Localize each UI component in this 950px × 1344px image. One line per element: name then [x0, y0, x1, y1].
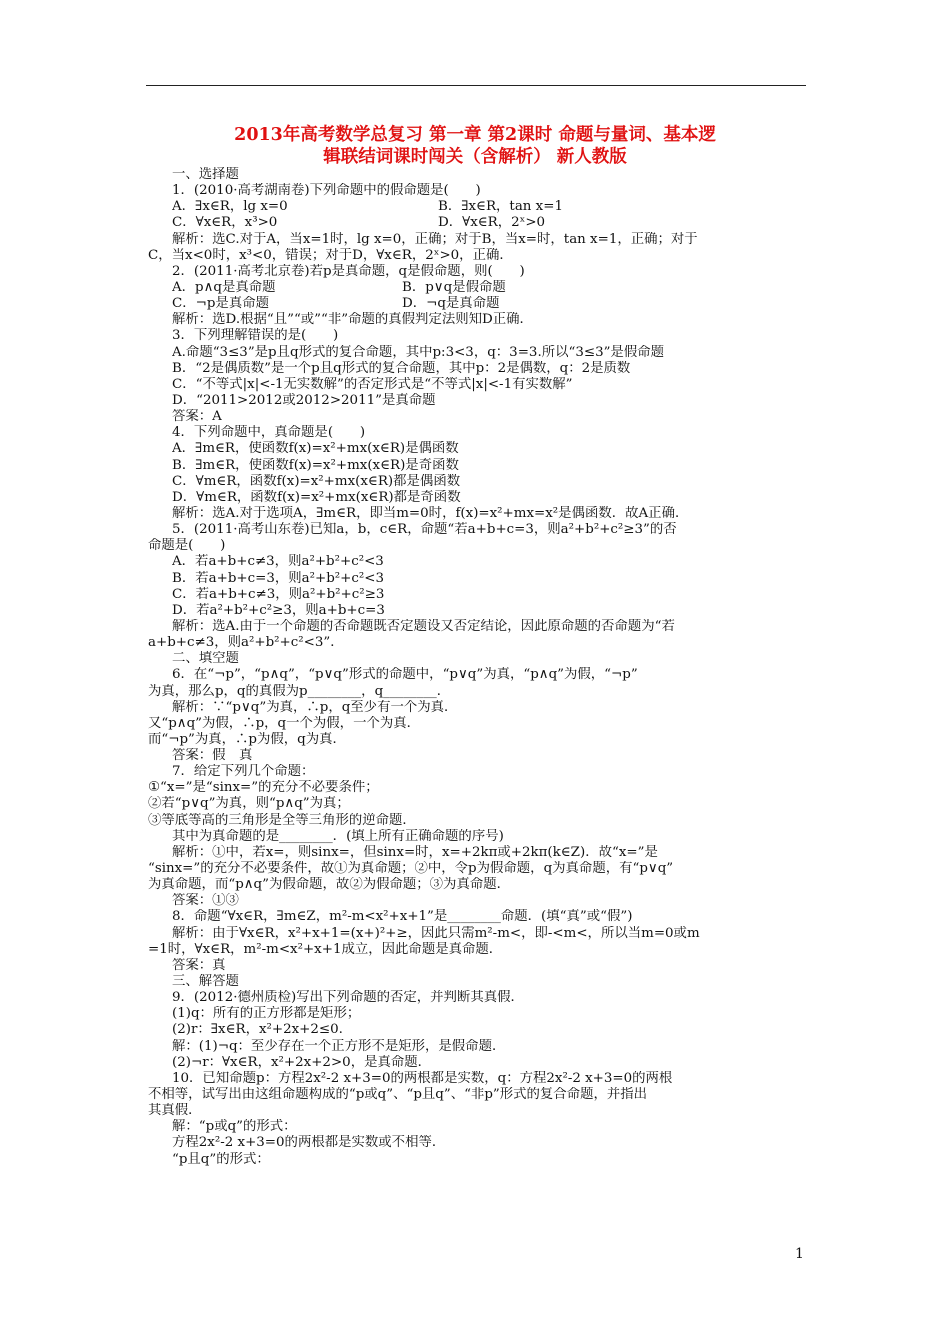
q6-solution-cont: 又“p∧q”为假，∴p，q一个为假，一个为真．: [148, 715, 421, 731]
q9-item-1: (1)q：所有的正方形都是矩形；: [172, 1006, 361, 1022]
header-rule: [146, 85, 806, 86]
q2-option-d: D．¬q是真命题: [402, 296, 500, 312]
q7-item-2: ②若“p∨q”为真，则“p∧q”为真；: [148, 796, 350, 812]
q1-solution-cont: C，当x<0时，x³<0，错误；对于D，∀x∈R，2ˣ>0，正确．: [148, 247, 513, 263]
section-heading: 一、选择题: [172, 167, 239, 182]
question-8: 8．命题“∀x∈R，∃m∈Z，m²-m<x²+x+1”是________命题．(填“真”或“假”): [172, 909, 633, 925]
q4-option-d: D．∀m∈R，函数f(x)=x²+mx(x∈R)都是奇函数: [172, 489, 461, 505]
question-5: 5．(2011·高考山东卷)已知a，b，c∈R，命题“若a+b+c=3，则a²+b²+c²≥3”的否: [172, 522, 677, 538]
document-body: [148, 167, 812, 1168]
question-5-cont: 命题是( ): [148, 538, 226, 554]
q9-solution: 解：(1)¬q：至少存在一个正方形不是矩形，是假命题．: [172, 1038, 506, 1054]
q10-solution: 解：“p或q”的形式：: [172, 1119, 297, 1135]
q5-solution-cont: a+b+c≠3，则a²+b²+c²<3”．: [148, 635, 344, 651]
section-heading: 三、解答题: [172, 974, 239, 990]
question-10-cont: 其真假．: [148, 1103, 202, 1119]
q3-option-b: B．“2是偶质数”是一个p且q形式的复合命题，其中p：2是偶数，q：2是质数: [172, 360, 631, 376]
q1-option-b: B．∃x∈R，tan x=1: [438, 199, 563, 215]
q7-solution: 解析：①中，若x=，则sinx=，但sinx=时，x=+2kπ或+2kπ(k∈Z)．故“x=”是: [172, 844, 658, 860]
q2-option-c: C．¬p是真命题: [172, 296, 269, 312]
q7-item-3: ③等底等高的三角形是全等三角形的逆命题．: [148, 812, 416, 828]
q10-solution-cont: “p且q”的形式：: [172, 1151, 270, 1167]
q1-options-row: [172, 215, 812, 231]
q1-solution: 解析：选C.对于A，当x=1时，lg x=0，正确；对于B，当x=时，tan x=1，正确；对于: [172, 231, 698, 247]
q7-item-1: ①“x=”是“sinx=”的充分不必要条件；: [148, 780, 379, 796]
q2-option-b: B．p∨q是假命题: [402, 279, 506, 295]
q6-answer: 答案：假 真: [172, 748, 253, 764]
q4-solution: 解析：选A.对于选项A，∃m∈R，即当m=0时，f(x)=x²+mx=x²是偶函数．故A正确．: [172, 505, 689, 521]
q2-solution: 解析：选D.根据“且”“或”“非”命题的真假判定法则知D正确．: [172, 312, 533, 328]
section-heading: 二、填空题: [172, 651, 239, 667]
q4-option-c: C．∀m∈R，函数f(x)=x²+mx(x∈R)都是偶函数: [172, 473, 461, 489]
question-3: 3．下列理解错误的是( ): [172, 328, 339, 344]
q5-option-d: D．若a²+b²+c²≥3，则a+b+c=3: [172, 602, 385, 618]
q6-solution-cont: 而“¬p”为真，∴p为假，q为真．: [148, 731, 346, 747]
q3-option-c: C．“不等式|x|<-1无实数解”的否定形式是“不等式|x|<-1有实数解”: [172, 376, 573, 392]
q4-option-a: A．∃m∈R，使函数f(x)=x²+mx(x∈R)是偶函数: [172, 441, 459, 457]
page-number: 1: [795, 1246, 804, 1262]
q9-item-2: (2)r：∃x∈R，x²+2x+2≤0.: [172, 1022, 343, 1038]
q3-option-a: A.命题“3≤3”是p且q形式的复合命题，其中p:3<3，q：3=3.所以“3≤3”是假命题: [172, 344, 664, 360]
q5-option-c: C．若a+b+c≠3，则a²+b²+c²≥3: [172, 586, 385, 602]
question-4: 4．下列命题中，真命题是( ): [172, 425, 366, 441]
question-10: 10．已知命题p：方程2x²-2 x+3=0的两根都是实数，q：方程2x²-2 x+3=0的两根: [172, 1070, 673, 1086]
question-6-cont: 为真，那么p，q的真假为p________，q________．: [148, 683, 451, 699]
q7-answer: 答案：①③: [172, 893, 239, 909]
q7-prompt: 其中为真命题的是________．(填上所有正确命题的序号): [172, 828, 504, 844]
q1-options-row: [172, 199, 812, 215]
q9-solution-cont: (2)¬r：∀x∈R，x²+2x+2>0，是真命题．: [172, 1054, 432, 1070]
q3-answer: 答案：A: [172, 409, 222, 425]
question-1: 1．(2010·高考湖南卷)下列命题中的假命题是( ): [172, 183, 481, 199]
q8-solution: 解析：由于∀x∈R，x²+x+1=(x+)²+≥，因此只需m²-m<，即-<m<，所以当m=0或m: [172, 925, 700, 941]
question-7: 7．给定下列几个命题：: [172, 764, 315, 780]
document-title: [130, 124, 820, 168]
question-6: 6．在“¬p”，“p∧q”，“p∨q”形式的命题中，“p∨q”为真，“p∧q”为假，“¬p”: [172, 667, 638, 683]
q1-option-d: D．∀x∈R，2ˣ>0: [438, 215, 546, 231]
q7-solution-cont: “sinx=”的充分不必要条件，故①为真命题；②中，令p为假命题，q为真命题，有“p∨q”: [148, 861, 674, 877]
title-line-1: 2013年高考数学总复习 第一章 第2课时 命题与量词、基本逻: [234, 125, 716, 145]
question-2: 2．(2011·高考北京卷)若p是真命题，q是假命题，则( ): [172, 263, 525, 279]
q1-option-a: A．∃x∈R，lg x=0: [172, 199, 288, 215]
q3-option-d: D．“2011>2012或2012>2011”是真命题: [172, 392, 436, 408]
q5-option-a: A．若a+b+c≠3，则a²+b²+c²<3: [172, 554, 384, 570]
title-line-2: 辑联结词课时闯关（含解析） 新人教版: [323, 147, 627, 167]
q8-answer: 答案：真: [172, 957, 226, 973]
q10-solution-cont: 方程2x²-2 x+3=0的两根都是实数或不相等．: [172, 1135, 446, 1151]
q2-option-a: A．p∧q是真命题: [172, 279, 276, 295]
q1-option-c: C．∀x∈R，x³>0: [172, 215, 278, 231]
q8-solution-cont: =1时，∀x∈R，m²-m<x²+x+1成立，因此命题是真命题．: [148, 941, 503, 957]
q2-options-row: [172, 296, 812, 312]
q4-option-b: B．∃m∈R，使函数f(x)=x²+mx(x∈R)是奇函数: [172, 457, 459, 473]
question-10-cont: 不相等，试写出由这组命题构成的“p或q”、“p且q”、“非p”形式的复合命题，并指出: [148, 1087, 648, 1103]
q5-option-b: B．若a+b+c=3，则a²+b²+c²<3: [172, 570, 384, 586]
q6-solution: 解析：∵“p∨q”为真，∴p，q至少有一个为真．: [172, 699, 458, 715]
q5-solution: 解析：选A.由于一个命题的否命题既否定题设又否定结论，因此原命题的否命题为“若: [172, 618, 675, 634]
q7-solution-cont: 为真命题，而“p∧q”为假命题，故②为假命题；③为真命题．: [148, 877, 511, 893]
question-9: 9．(2012·德州质检)写出下列命题的否定，并判断其真假．: [172, 990, 524, 1006]
q2-options-row: [172, 280, 812, 296]
